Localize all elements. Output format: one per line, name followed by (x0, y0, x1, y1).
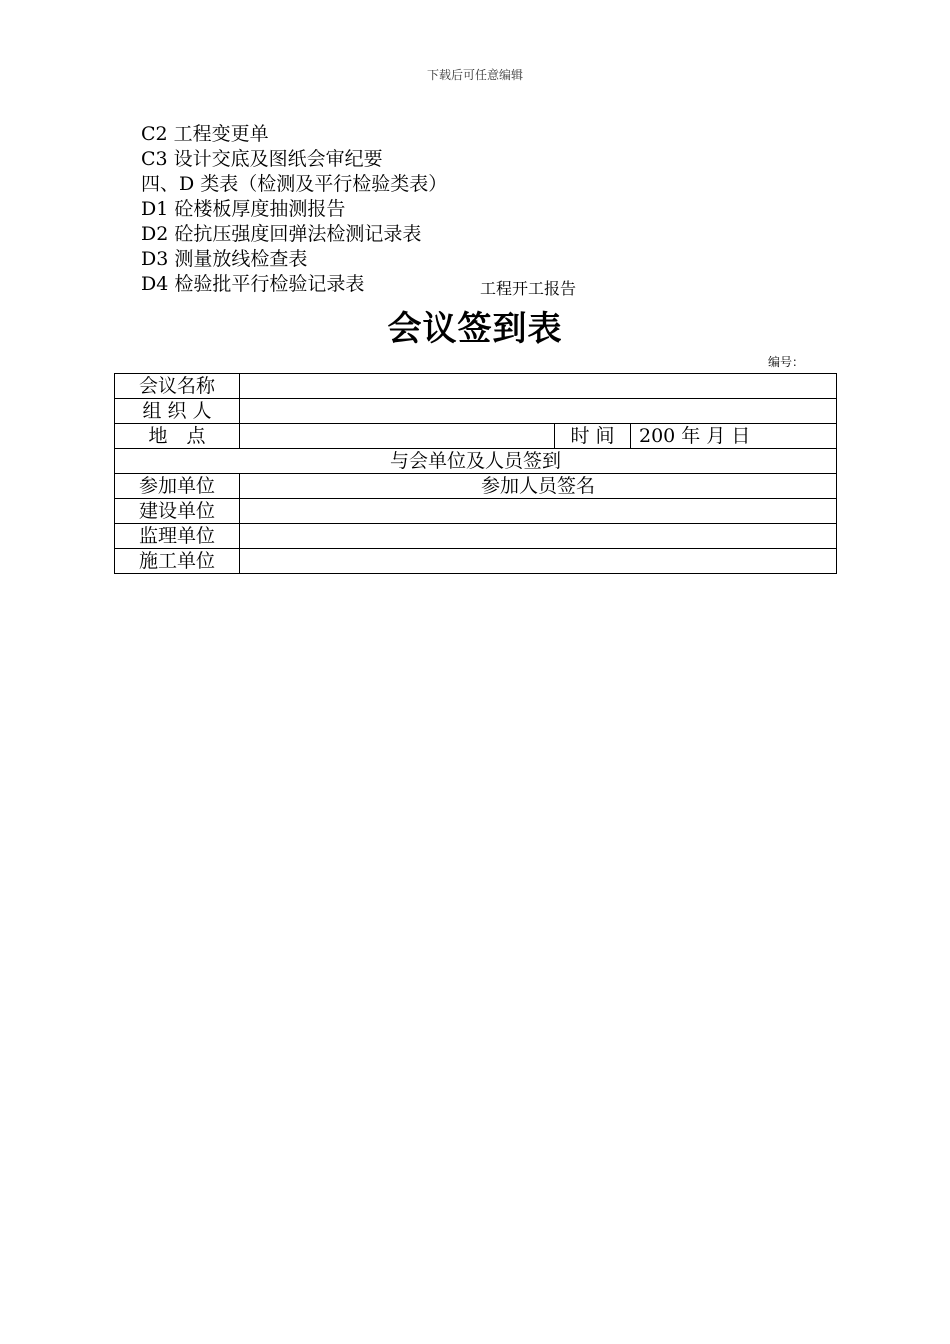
organizer-row (115, 399, 837, 424)
signature-column-header: 参加人员签名 (240, 474, 837, 499)
unit-column-header: 参加单位 (115, 474, 240, 499)
section-heading-row (115, 449, 837, 474)
meeting-name-label: 会议名称 (115, 374, 240, 399)
organizer-field[interactable] (240, 399, 837, 424)
unit-label-construction-owner: 建设单位 (115, 499, 240, 524)
location-field[interactable] (240, 424, 555, 449)
toc-line: D3 测量放线检查表 (141, 248, 308, 270)
meeting-name-field[interactable] (240, 374, 837, 399)
page-title: 会议签到表 (387, 309, 563, 349)
side-title: 工程开工报告 (480, 279, 577, 298)
column-header-row (115, 474, 837, 499)
time-label: 时 间 (555, 424, 631, 449)
toc-line: C2 工程变更单 (141, 123, 269, 145)
location-time-row (115, 424, 837, 449)
table-of-contents (141, 122, 447, 297)
toc-line: 四、D 类表（检测及平行检验类表） (141, 173, 448, 195)
signature-field-contractor[interactable] (240, 549, 837, 574)
organizer-label: 组 织 人 (115, 399, 240, 424)
location-label: 地 点 (115, 424, 240, 449)
toc-line: D2 砼抗压强度回弹法检测记录表 (141, 223, 422, 245)
toc-line: D4 检验批平行检验记录表 (141, 273, 365, 295)
table-row (115, 499, 837, 524)
table-row (115, 524, 837, 549)
signature-field-supervisor[interactable] (240, 524, 837, 549)
toc-line: D1 砼楼板厚度抽测报告 (141, 198, 346, 220)
serial-number-label: 编号： (768, 355, 805, 369)
toc-line: C3 设计交底及图纸会审纪要 (141, 148, 383, 170)
unit-label-contractor: 施工单位 (115, 549, 240, 574)
signature-field-construction-owner[interactable] (240, 499, 837, 524)
date-field[interactable]: 200 年 月 日 (631, 424, 837, 449)
unit-label-supervisor: 监理单位 (115, 524, 240, 549)
meeting-name-row (115, 374, 837, 399)
page-header-note: 下载后可任意编辑 (426, 68, 523, 82)
table-row (115, 549, 837, 574)
sign-in-form (114, 373, 837, 574)
section-heading: 与会单位及人员签到 (115, 449, 837, 474)
